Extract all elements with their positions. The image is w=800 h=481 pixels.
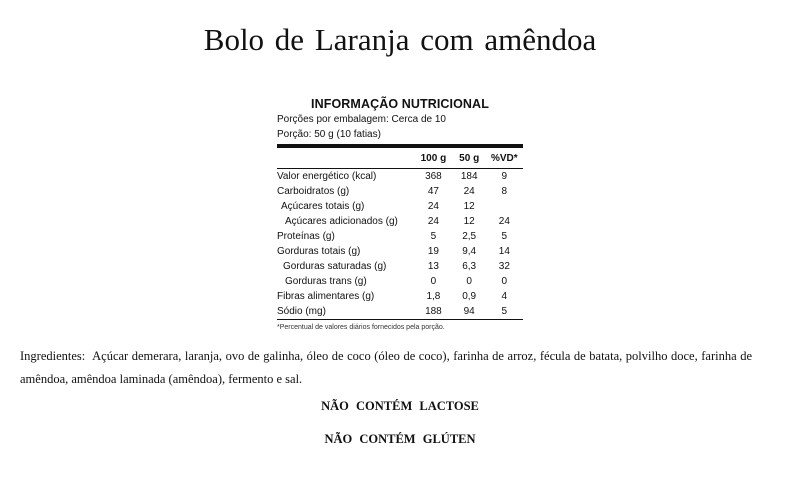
value-50g: 2,5 [462,231,477,242]
nutrient-label: Gorduras trans (g) [285,276,367,287]
table-row [277,184,523,199]
nutrition-table-header [277,148,523,169]
value-100g: 19 [427,246,439,257]
value-100g: 368 [425,171,442,182]
value-50g: 0 [466,276,472,287]
value-vd: 14 [498,246,510,257]
table-row [277,169,523,185]
table-row [277,304,523,320]
value-100g: 188 [414,304,453,320]
nutrition-footnote: *Percentual de valores diários fornecidos pela porção. [277,324,445,331]
value-vd: 24 [498,216,510,227]
nutrient-label: Gorduras saturadas (g) [283,261,387,272]
value-vd: 4 [501,291,508,302]
nutrient-label: Açúcares totais (g) [281,201,365,212]
servings-per-package: Porções por embalagem: Cerca de 10 [277,114,446,125]
value-vd: 9 [501,171,508,182]
value-vd: 0 [501,276,508,287]
table-row [277,274,523,289]
value-100g: 13 [427,261,439,272]
product-title: Bolo de Laranja com amêndoa [203,22,597,57]
value-50g: 24 [463,186,475,197]
value-100g: 0 [430,276,437,287]
nutrient-label: Valor energético (kcal) [277,171,377,182]
value-50g: 12 [463,201,475,212]
nutrient-label: Carboidratos (g) [277,186,350,197]
column-header-nutrient [277,148,414,169]
table-row [277,199,523,214]
nutrition-heading: INFORMAÇÃO NUTRICIONAL [311,97,489,111]
value-100g: 24 [427,216,439,227]
serving-size: Porção: 50 g (10 fatias) [277,129,381,140]
lactose-free-claim: NÃO CONTÉM LACTOSE [321,399,479,413]
value-50g: 0,9 [462,291,477,302]
table-row [277,259,523,274]
nutrient-label: Açúcares adicionados (g) [285,216,398,227]
value-50g: 184 [460,171,478,182]
nutrient-label: Sódio (mg) [277,304,414,320]
nutrition-table [277,148,523,320]
table-row [277,289,523,304]
value-100g: 24 [427,201,439,212]
ingredients-label: Ingredientes: [20,349,86,363]
value-vd: 5 [501,231,508,242]
column-header-100g: 100 g [414,148,453,169]
value-vd: 32 [498,261,510,272]
value-50g: 94 [453,304,486,320]
value-50g: 12 [463,216,475,227]
ingredients-paragraph [20,345,752,391]
nutrient-label: Gorduras totais (g) [277,246,361,257]
column-header-50g: 50 g [453,148,486,169]
value-100g: 1,8 [426,291,441,302]
nutrient-label: Proteínas (g) [277,231,335,242]
value-vd: 8 [501,186,508,197]
nutrition-facts-panel [277,96,523,334]
column-header-vd: %VD* [486,148,523,169]
value-vd [486,199,523,214]
nutrient-label: Fibras alimentares (g) [277,291,375,302]
table-row [277,244,523,259]
table-row [277,214,523,229]
ingredients-text: Açúcar demerara, laranja, ovo de galinha, óleo de coco (óleo de coco), farinha de arroz, fécula de batata, polvilho doce, farinha de amêndoa, amêndoa laminada (amêndoa), fermento e sal. [20,349,753,386]
value-vd: 5 [486,304,523,320]
value-50g: 6,3 [462,261,477,272]
gluten-free-claim: NÃO CONTÉM GLÚTEN [324,432,476,446]
table-row [277,229,523,244]
value-50g: 9,4 [462,246,477,257]
value-100g: 5 [430,231,437,242]
value-100g: 47 [427,186,439,197]
